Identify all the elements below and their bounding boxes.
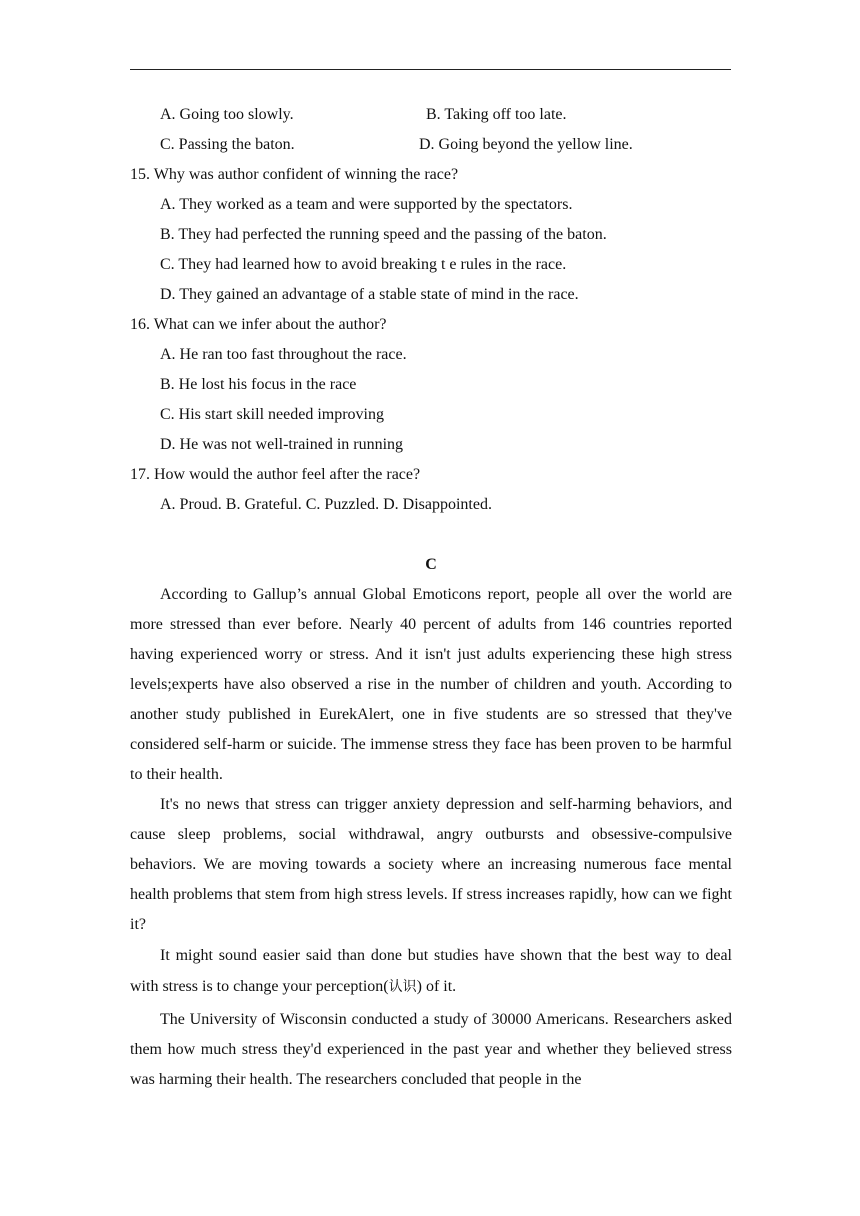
q14-options-row-1: [130, 100, 732, 130]
q16-option-d: D. He was not well-trained in running: [160, 436, 404, 453]
q16-stem: 16. What can we infer about the author?: [130, 316, 387, 333]
q16-option-c: C. His start skill needed improving: [160, 406, 384, 423]
paragraph-3-text: It might sound easier said than done but studies have shown that the best way to deal with stress is to change your perception(: [130, 947, 732, 995]
passage-paragraph-3: [130, 940, 732, 1003]
q15-option-c: C. They had learned how to avoid breaking t e rules in the race.: [160, 256, 567, 273]
q15-option-b: B. They had perfected the running speed and the passing of the baton.: [160, 226, 607, 243]
q15-option-d: D. They gained an advantage of a stable state of mind in the race.: [160, 286, 579, 303]
q16-option-b: B. He lost his focus in the race: [160, 376, 357, 393]
header-rule: [130, 69, 731, 70]
passage: [130, 580, 732, 1095]
q14-options-row-2: [130, 130, 732, 160]
q16-option-a: A. He ran too fast throughout the race.: [160, 346, 407, 363]
passage-paragraph-1: According to Gallup’s annual Global Emoticons report, people all over the world are more stressed than ever before. Nearly 40 percent of adults from 146 countries reported having experienced worry or stress. And it isn't just adults experiencing these high stress levels;experts have also observed a rise in the number of children and youth. According to another study published in EurekAlert, one in five students are so stressed that they've considered self-harm or suicide. The immense stress they face has been proven to be harmful to their health.: [130, 586, 732, 783]
q14-option-a: A. Going too slowly.: [160, 106, 294, 123]
q14-option-d: D. Going beyond the yellow line.: [419, 136, 633, 153]
q17-options: A. Proud. B. Grateful. C. Puzzled. D. Disappointed.: [160, 496, 492, 513]
section-heading: C: [425, 556, 437, 573]
paragraph-3-cjk: 认识: [388, 979, 417, 995]
paragraph-3-end: ) of it.: [416, 978, 457, 995]
q17-stem: 17. How would the author feel after the race?: [130, 466, 421, 483]
q15-stem: 15. Why was author confident of winning the race?: [130, 166, 459, 183]
page-content: [130, 100, 732, 1095]
q14-option-c: C. Passing the baton.: [160, 136, 295, 153]
q15-option-a: A. They worked as a team and were supported by the spectators.: [160, 196, 573, 213]
passage-paragraph-2: It's no news that stress can trigger anxiety depression and self-harming behaviors, and cause sleep problems, social withdrawal, angry outbursts and obsessive-compulsive behaviors. We are moving towards a society where an increasing numerous face mental health problems that stem from high stress levels. If stress increases rapidly, how can we fight it?: [130, 796, 732, 933]
passage-paragraph-4: The University of Wisconsin conducted a study of 30000 Americans. Researchers asked them how much stress they'd experienced in the past year and whether they believed stress was harming their health. The researchers concluded that people in the: [130, 1011, 732, 1088]
q14-option-b: B. Taking off too late.: [426, 106, 567, 123]
